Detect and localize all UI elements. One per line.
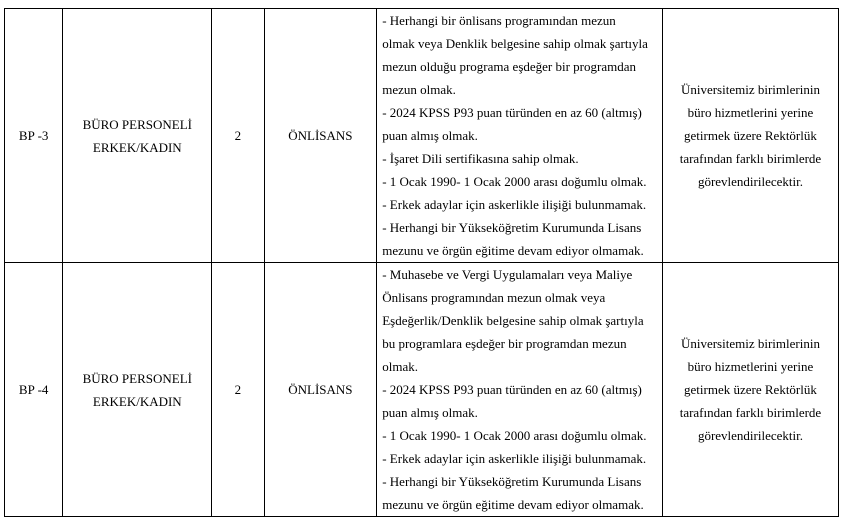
requirement-item: - 2024 KPSS P93 puan türünden en az 60 (altmış) puan almış olmak. [382, 105, 642, 143]
position-title [63, 9, 212, 263]
requirement-item: - Herhangi bir önlisans programından mezun olmak veya Denklik belgesine sahip olmak şartıyla mezun olduğu programa eşdeğer bir programdan mezun olmak. [382, 13, 648, 97]
requirement-item: - Erkek adaylar için askerlikle ilişiği bulunmamak. [382, 451, 647, 466]
position-code: BP -4 [5, 263, 63, 517]
requirement-item: - Erkek adaylar için askerlikle ilişiği bulunmamak. [382, 197, 647, 212]
requirement-item: - İşaret Dili sertifikasına sahip olmak. [382, 151, 579, 166]
description-text: Üniversitemiz birimlerinin büro hizmetlerini yerine getirmek üzere Rektörlük tarafından farklı birimlerde görevlendirilecektir. [679, 82, 822, 189]
position-gender-line: ERKEK/KADIN [92, 393, 182, 409]
requirement-item: - 1 Ocak 1990- 1 Ocak 2000 arası doğumlu olmak. [382, 428, 647, 443]
requirements-cell [377, 9, 663, 263]
description-text: Üniversitemiz birimlerinin büro hizmetlerini yerine getirmek üzere Rektörlük tarafından farklı birimlerde görevlendirilecektir. [679, 336, 822, 443]
requirement-item: - 1 Ocak 1990- 1 Ocak 2000 arası doğumlu olmak. [382, 174, 647, 189]
table-row [5, 9, 839, 263]
position-count: 2 [212, 263, 264, 517]
table-row [5, 263, 839, 517]
requirements-cell [377, 263, 663, 517]
requirement-item: - Herhangi bir Yükseköğretim Kurumunda Lisans mezunu ve örgün eğitime devam ediyor olmamak. [382, 474, 644, 512]
position-title-line: BÜRO PERSONELİ [82, 370, 192, 386]
requirement-item: - Muhasebe ve Vergi Uygulamaları veya Maliye Önlisans programından mezun olmak veya Eşdeğerlik/Denklik belgesine sahip olmak şartıyla bu programlara eşdeğer bir programdan mezun olmak. [382, 267, 644, 374]
requirement-item: - 2024 KPSS P93 puan türünden en az 60 (altmış) puan almış olmak. [382, 382, 642, 420]
position-title [63, 263, 212, 517]
description-cell [662, 9, 838, 263]
position-code: BP -3 [5, 9, 63, 263]
positions-table [4, 8, 839, 517]
position-count: 2 [212, 9, 264, 263]
education-level: ÖNLİSANS [264, 263, 377, 517]
position-title-line: BÜRO PERSONELİ [82, 116, 192, 132]
requirement-item: - Herhangi bir Yükseköğretim Kurumunda Lisans mezunu ve örgün eğitime devam ediyor olmamak. [382, 220, 644, 258]
position-gender-line: ERKEK/KADIN [92, 139, 182, 155]
description-cell [662, 263, 838, 517]
education-level: ÖNLİSANS [264, 9, 377, 263]
